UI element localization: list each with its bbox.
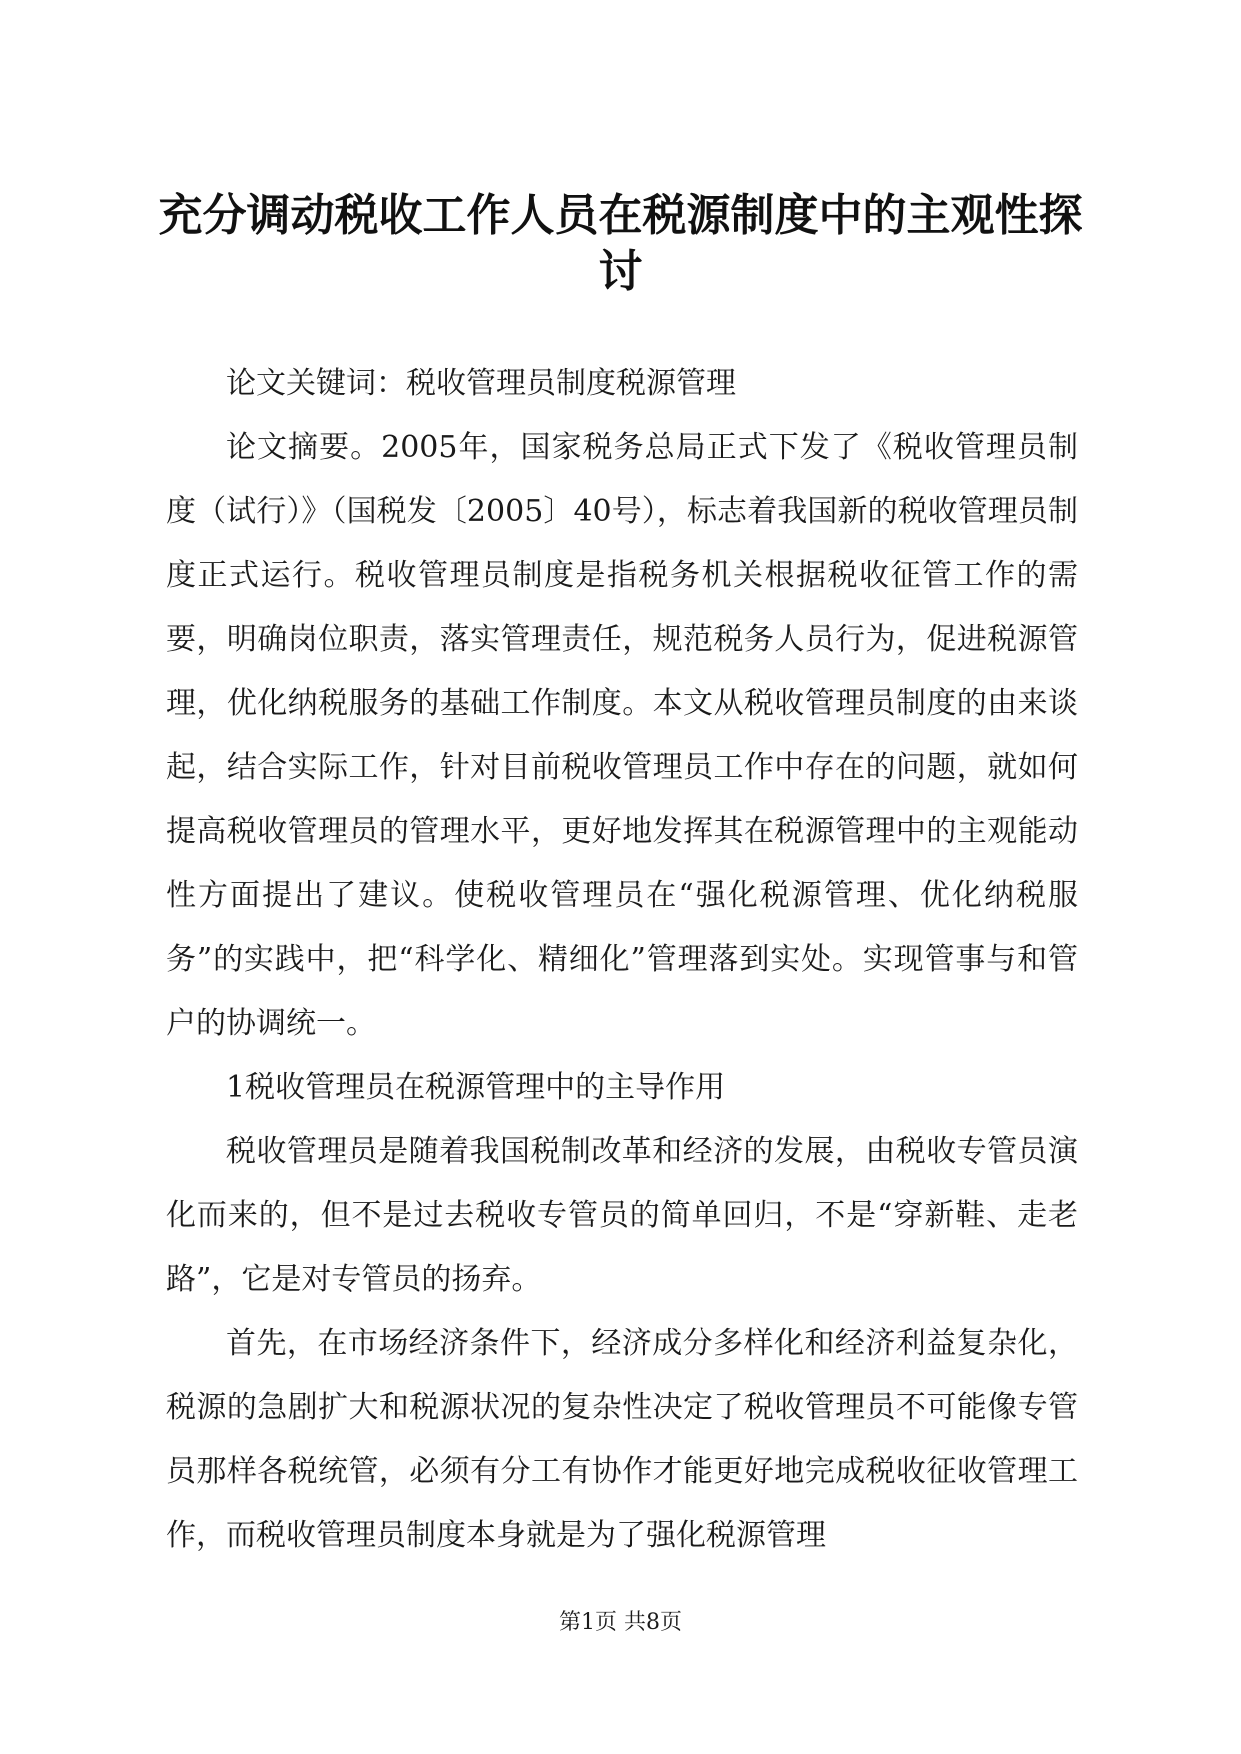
body-paragraph: 税收管理员是随着我国税制改革和经济的发展，由税收专管员演化而来的，但不是过去税收专管员的简单回归，不是“穿新鞋、走老路”，它是对专管员的扬弃。 xyxy=(166,1134,1078,1297)
page-footer: 第1页 共8页 xyxy=(559,1610,682,1635)
document-title: 充分调动税收工作人员在税源制度中的主观性探讨 xyxy=(158,190,1083,297)
section-heading: 1税收管理员在税源管理中的主导作用 xyxy=(226,1070,726,1105)
abstract-paragraph: 论文摘要。2005年，国家税务总局正式下发了《税收管理员制度（试行）》（国税发〔2005〕40号），标志着我国新的税收管理员制度正式运行。税收管理员制度是指税务机关根据税收征管工作的需要，明确岗位职责，落实管理责任，规范税务人员行为，促进税源管理，优化纳税服务的基础工作制度。本文从税收管理员制度的由来谈起，结合实际工作，针对目前税收管理员工作中存在的问题，就如何提高税收管理员的管理水平，更好地发挥其在税源管理中的主观能动性方面提出了建议。使税收管理员在“强化税源管理、优化纳税服务”的实践中，把“科学化、精细化”管理落到实处。实现管事与和管户的协调统一。 xyxy=(166,430,1078,1041)
keywords-paragraph: 论文关键词：税收管理员制度税源管理 xyxy=(226,366,736,401)
body-paragraph: 首先，在市场经济条件下，经济成分多样化和经济利益复杂化，税源的急剧扩大和税源状况的复杂性决定了税收管理员不可能像专管员那样各税统管，必须有分工有协作才能更好地完成税收征收管理工作，而税收管理员制度本身就是为了强化税源管理 xyxy=(166,1326,1078,1553)
document-body xyxy=(166,352,1078,1568)
